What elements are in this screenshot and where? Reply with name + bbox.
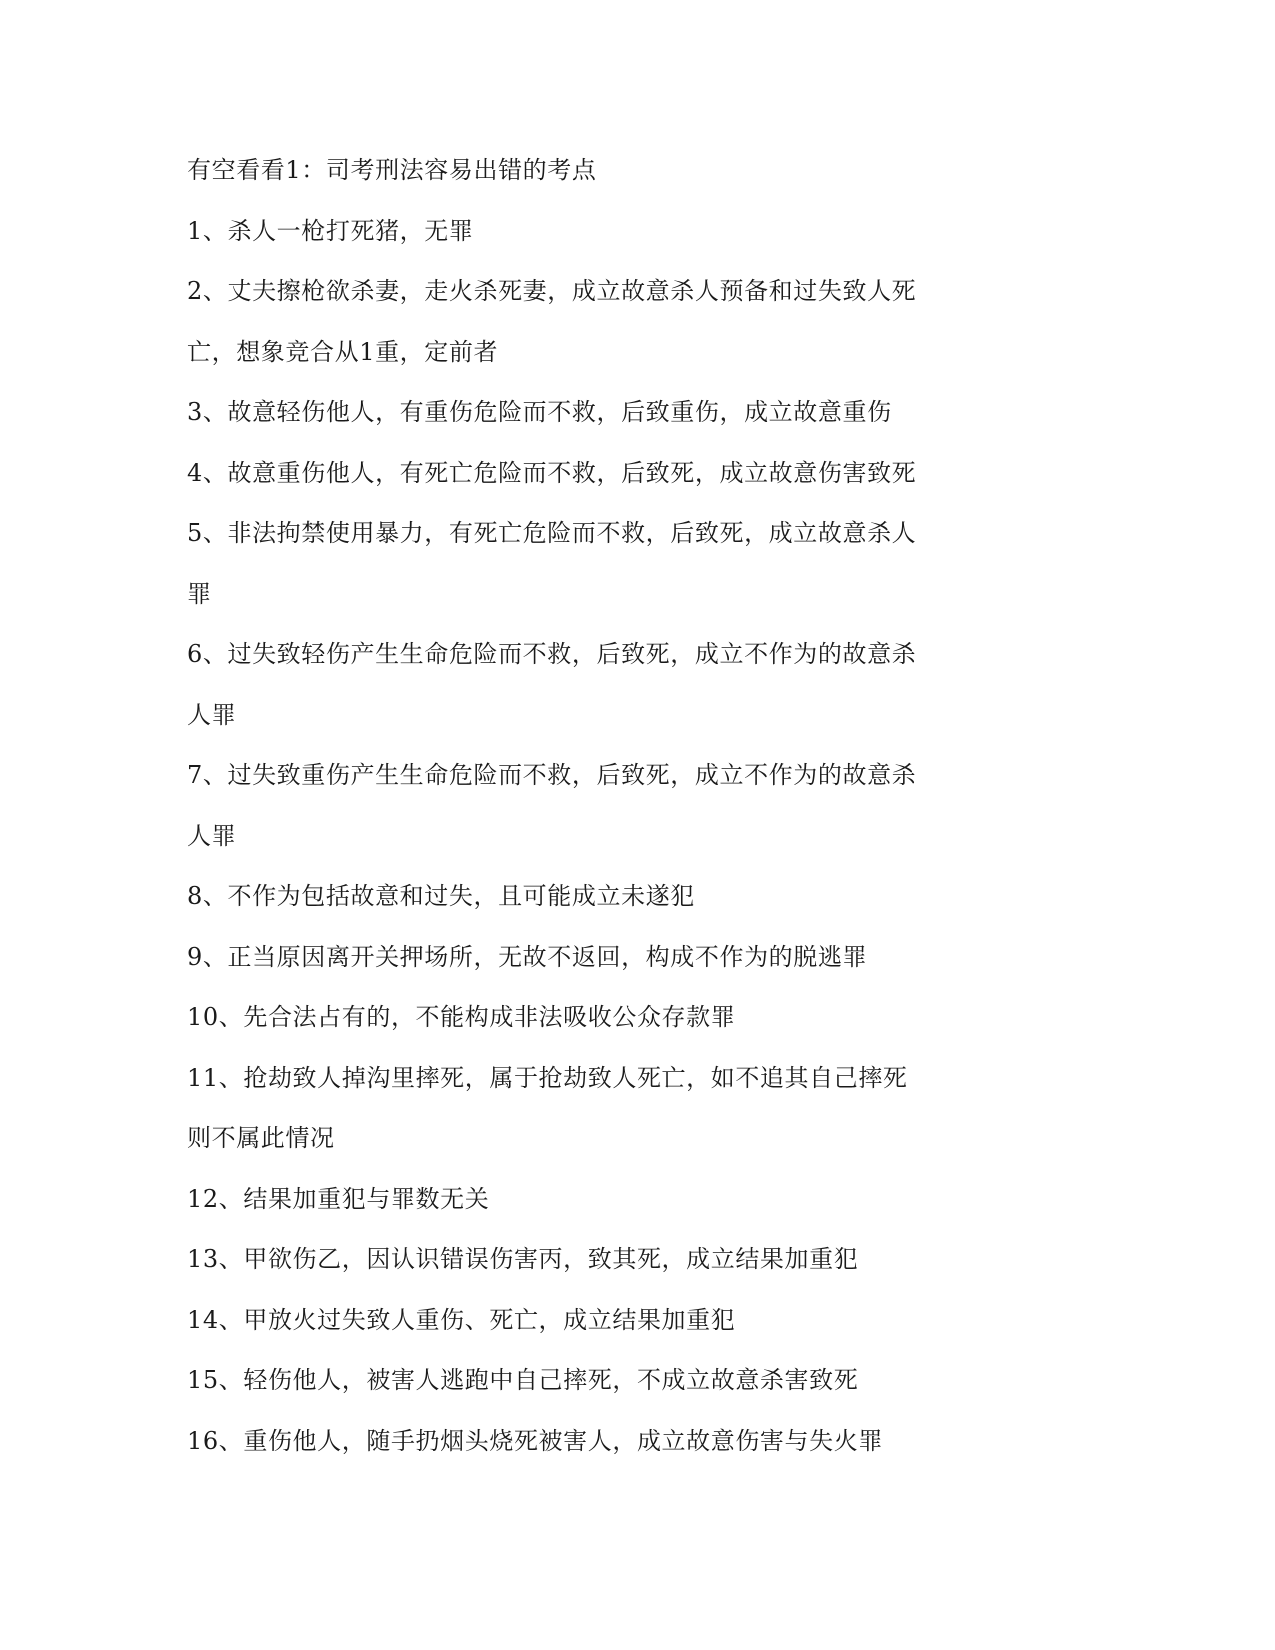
- text-line: 11、抢劫致人掉沟里摔死，属于抢劫致人死亡，如不追其自己摔死: [187, 1063, 908, 1092]
- text-line: 9、正当原因离开关押场所，无故不返回，构成不作为的脱逃罪: [187, 942, 868, 971]
- text-line: 4、故意重伤他人，有死亡危险而不救，后致死，成立故意伤害致死: [187, 458, 917, 487]
- text-line: 14、甲放火过失致人重伤、死亡，成立结果加重犯: [187, 1305, 736, 1334]
- document-title: 有空看看1：司考刑法容易出错的考点: [187, 156, 597, 184]
- text-line: 15、轻伤他人，被害人逃跑中自己摔死，不成立故意杀害致死: [187, 1366, 859, 1394]
- text-line: 人罪: [187, 700, 237, 729]
- document-body: [187, 140, 947, 1471]
- text-line: 5、非法拘禁使用暴力，有死亡危险而不救，后致死，成立故意杀人: [187, 519, 917, 547]
- text-line: 12、结果加重犯与罪数无关: [187, 1184, 490, 1213]
- text-line: 则不属此情况: [187, 1124, 335, 1152]
- text-line: 7、过失致重伤产生生命危险而不救，后致死，成立不作为的故意杀: [187, 761, 917, 789]
- text-line: 8、不作为包括故意和过失，且可能成立未遂犯: [187, 882, 695, 910]
- text-line: 罪: [187, 579, 212, 608]
- text-line: 16、重伤他人，随手扔烟头烧死被害人，成立故意伤害与失火罪: [187, 1426, 883, 1455]
- text-line: 人罪: [187, 821, 237, 850]
- text-line: 1、杀人一枪打死猪，无罪: [187, 216, 474, 245]
- text-line: 6、过失致轻伤产生生命危险而不救，后致死，成立不作为的故意杀: [187, 640, 917, 668]
- text-line: 3、故意轻伤他人，有重伤危险而不救，后致重伤，成立故意重伤: [187, 398, 892, 426]
- text-line: 13、甲欲伤乙，因认识错误伤害丙，致其死，成立结果加重犯: [187, 1245, 859, 1273]
- text-line: 10、先合法占有的，不能构成非法吸收公众存款罪: [187, 1003, 736, 1031]
- text-line: 2、丈夫擦枪欲杀妻，走火杀死妻，成立故意杀人预备和过失致人死: [187, 277, 917, 305]
- text-line: 亡，想象竞合从1重，定前者: [187, 337, 499, 366]
